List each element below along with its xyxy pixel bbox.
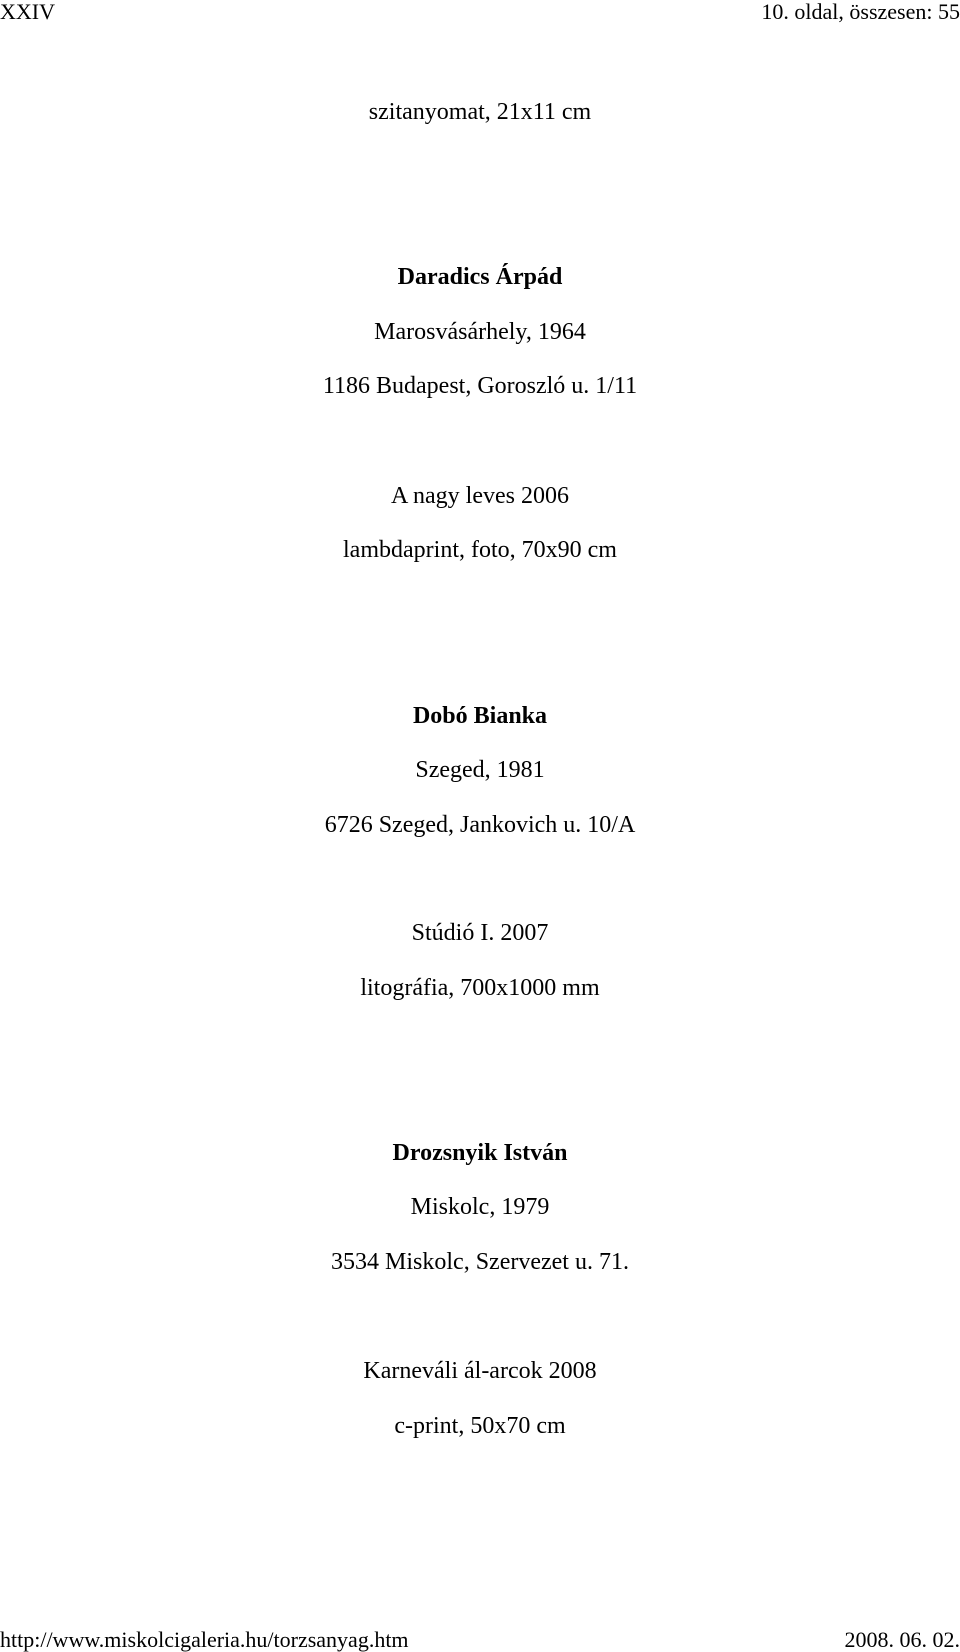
artist-2-work-technique: litográfia, 700x1000 mm [360, 975, 600, 1001]
artist-3-name: Drozsnyik István [392, 1140, 568, 1166]
artist-3-birth: Miskolc, 1979 [410, 1194, 550, 1220]
artist-3-address: 3534 Miskolc, Szervezet u. 71. [331, 1249, 629, 1275]
page-header-page-count: 10. oldal, összesen: 55 [761, 0, 960, 24]
artist-3-work-technique: c-print, 50x70 cm [394, 1413, 566, 1439]
footer-url: http://www.miskolcigaleria.hu/torzsanyag.htm [0, 1627, 409, 1652]
artist-1-birth: Marosvásárhely, 1964 [374, 319, 586, 345]
page-header-roman-numeral: XXIV [0, 0, 55, 24]
artist-1-work-technique: lambdaprint, foto, 70x90 cm [343, 537, 617, 563]
artist-3-work-title: Karneváli ál-arcok 2008 [363, 1358, 597, 1384]
prev-work-technique: szitanyomat, 21x11 cm [368, 99, 592, 125]
footer-date: 2008. 06. 02. [844, 1627, 960, 1652]
artist-1-address: 1186 Budapest, Goroszló u. 1/11 [322, 373, 638, 399]
artist-2-birth: Szeged, 1981 [415, 757, 545, 783]
artist-2-work-title: Stúdió I. 2007 [411, 920, 549, 946]
artist-1-name: Daradics Árpád [397, 264, 563, 290]
artist-2-address: 6726 Szeged, Jankovich u. 10/A [324, 812, 636, 838]
artist-2-name: Dobó Bianka [412, 703, 548, 729]
artist-1-work-title: A nagy leves 2006 [391, 483, 569, 509]
